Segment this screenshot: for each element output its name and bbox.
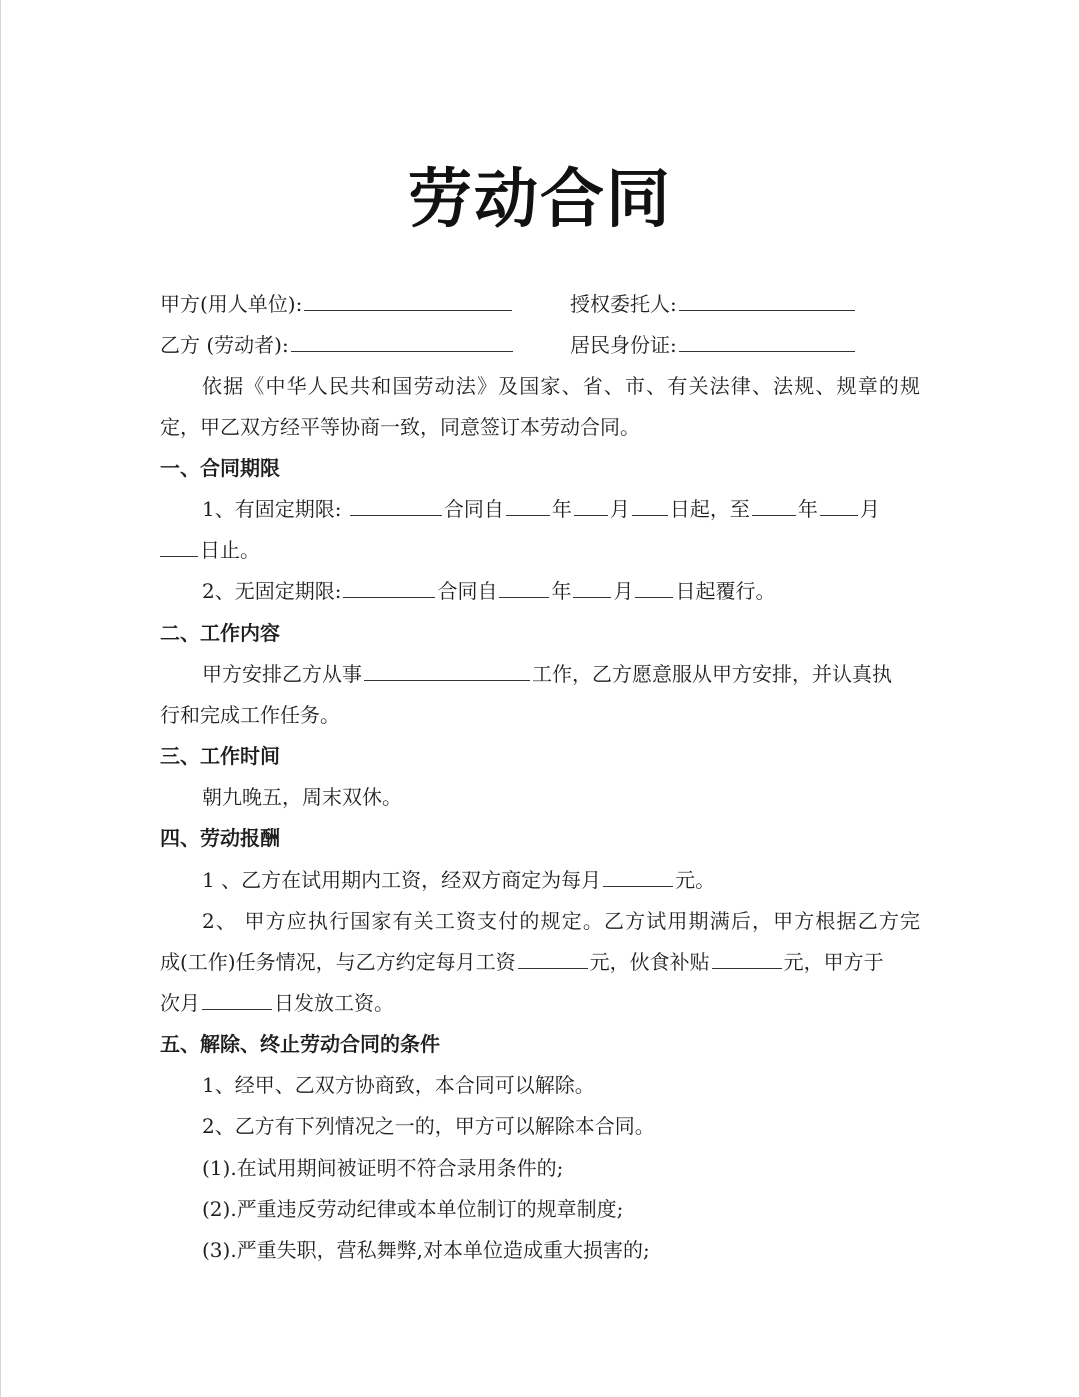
open-term-label: 2、无固定期限: bbox=[202, 579, 342, 603]
section-4-heading: 四、劳动报酬 bbox=[160, 826, 280, 850]
fixed-term-blank[interactable] bbox=[350, 495, 442, 516]
month-label: 月 bbox=[859, 497, 880, 521]
preamble-line-2: 定，甲乙双方经平等协商一致，同意签订本劳动合同。 bbox=[160, 415, 640, 439]
day-end-label: 日止。 bbox=[200, 538, 260, 562]
preamble-line-1: 依据《中华人民共和国劳动法》及国家、省、市、有关法律、法规、规章的规 bbox=[202, 374, 920, 398]
meal-allowance-blank[interactable] bbox=[712, 948, 782, 969]
termination-sub-1: (1).在试用期间被证明不符合录用条件的; bbox=[202, 1156, 564, 1180]
month-label: 月 bbox=[613, 579, 634, 603]
section-1-heading: 一、合同期限 bbox=[160, 456, 280, 480]
termination-item-2: 2、乙方有下列情况之一的，甲方可以解除本合同。 bbox=[202, 1114, 655, 1138]
fixed-term-label: 1、有固定期限: bbox=[202, 497, 342, 521]
start-month-blank[interactable] bbox=[574, 495, 608, 516]
month-label: 月 bbox=[609, 497, 630, 521]
open-term-row bbox=[202, 576, 920, 606]
party-b-row bbox=[160, 330, 920, 360]
authorized-agent-blank[interactable] bbox=[679, 290, 855, 311]
termination-sub-2: (2).严重违反劳动纪律或本单位制订的规章制度; bbox=[202, 1197, 624, 1221]
party-a-blank[interactable] bbox=[304, 290, 512, 311]
party-a-label: 甲方(用人单位): bbox=[160, 292, 303, 316]
work-assignment-label: 甲方安排乙方从事 bbox=[202, 662, 362, 686]
monthly-wage-blank[interactable] bbox=[518, 948, 588, 969]
open-day-blank[interactable] bbox=[635, 577, 673, 598]
wage-rule-line-2 bbox=[160, 947, 920, 977]
section-5-heading: 五、解除、终止劳动合同的条件 bbox=[160, 1032, 440, 1056]
probation-wage-label: 1 、乙方在试用期内工资，经双方商定为每月 bbox=[202, 868, 602, 892]
open-end-label: 日起覆行。 bbox=[675, 579, 776, 603]
probation-wage-row bbox=[202, 865, 920, 895]
wage-rule-line-1: 2、 甲方应执行国家有关工资支付的规定。乙方试用期满后，甲方根据乙方完 bbox=[202, 909, 920, 933]
fixed-term-row bbox=[202, 494, 920, 524]
end-year-blank[interactable] bbox=[752, 495, 796, 516]
end-month-blank[interactable] bbox=[820, 495, 858, 516]
probation-wage-blank[interactable] bbox=[603, 866, 673, 887]
pay-day-label: 日发放工资。 bbox=[274, 991, 394, 1015]
termination-item-1: 1、经甲、乙双方协商致，本合同可以解除。 bbox=[202, 1073, 595, 1097]
party-a-row bbox=[160, 289, 920, 319]
party-b-blank[interactable] bbox=[291, 331, 513, 352]
authorized-agent-group bbox=[570, 289, 857, 319]
next-month-label: 次月 bbox=[160, 991, 200, 1015]
contract-from-label: 合同自 bbox=[443, 497, 504, 521]
open-year-blank[interactable] bbox=[499, 577, 549, 598]
start-day-blank[interactable] bbox=[632, 495, 668, 516]
fixed-term-end-row bbox=[160, 535, 920, 565]
id-card-label: 居民身份证: bbox=[570, 333, 677, 357]
start-year-blank[interactable] bbox=[506, 495, 550, 516]
work-assignment-text: 工作，乙方愿意服从甲方安排，并认真执 bbox=[532, 662, 892, 686]
year-label: 年 bbox=[551, 497, 572, 521]
authorized-agent-label: 授权委托人: bbox=[570, 292, 677, 316]
day-start-label: 日起，至 bbox=[669, 497, 750, 521]
open-term-blank[interactable] bbox=[343, 577, 435, 598]
id-card-blank[interactable] bbox=[679, 331, 855, 352]
end-day-blank[interactable] bbox=[160, 536, 198, 557]
section-2-heading: 二、工作内容 bbox=[160, 621, 280, 645]
work-content-line-2: 行和完成工作任务。 bbox=[160, 703, 340, 727]
id-card-group bbox=[570, 330, 857, 360]
wage-rule-line-3 bbox=[160, 988, 920, 1018]
document-title: 劳动合同 bbox=[408, 163, 672, 237]
meal-allowance-label: 元，伙食补贴 bbox=[589, 950, 710, 974]
monthly-wage-label: 成(工作)任务情况，与乙方约定每月工资 bbox=[160, 950, 516, 974]
work-type-blank[interactable] bbox=[364, 660, 530, 681]
section-3-heading: 三、工作时间 bbox=[160, 744, 280, 768]
pay-day-blank[interactable] bbox=[202, 989, 272, 1010]
work-hours-text: 朝九晚五，周末双休。 bbox=[202, 785, 402, 809]
open-month-blank[interactable] bbox=[573, 577, 611, 598]
contract-from-label: 合同自 bbox=[437, 579, 498, 603]
year-label: 年 bbox=[551, 579, 572, 603]
termination-sub-3: (3).严重失职，营私舞弊,对本单位造成重大损害的; bbox=[202, 1238, 650, 1262]
party-a-pay-label: 元，甲方于 bbox=[783, 950, 884, 974]
work-content-row bbox=[202, 659, 920, 689]
yuan-label: 元。 bbox=[675, 868, 716, 892]
party-b-label: 乙方 (劳动者): bbox=[160, 333, 289, 357]
year-label: 年 bbox=[797, 497, 818, 521]
